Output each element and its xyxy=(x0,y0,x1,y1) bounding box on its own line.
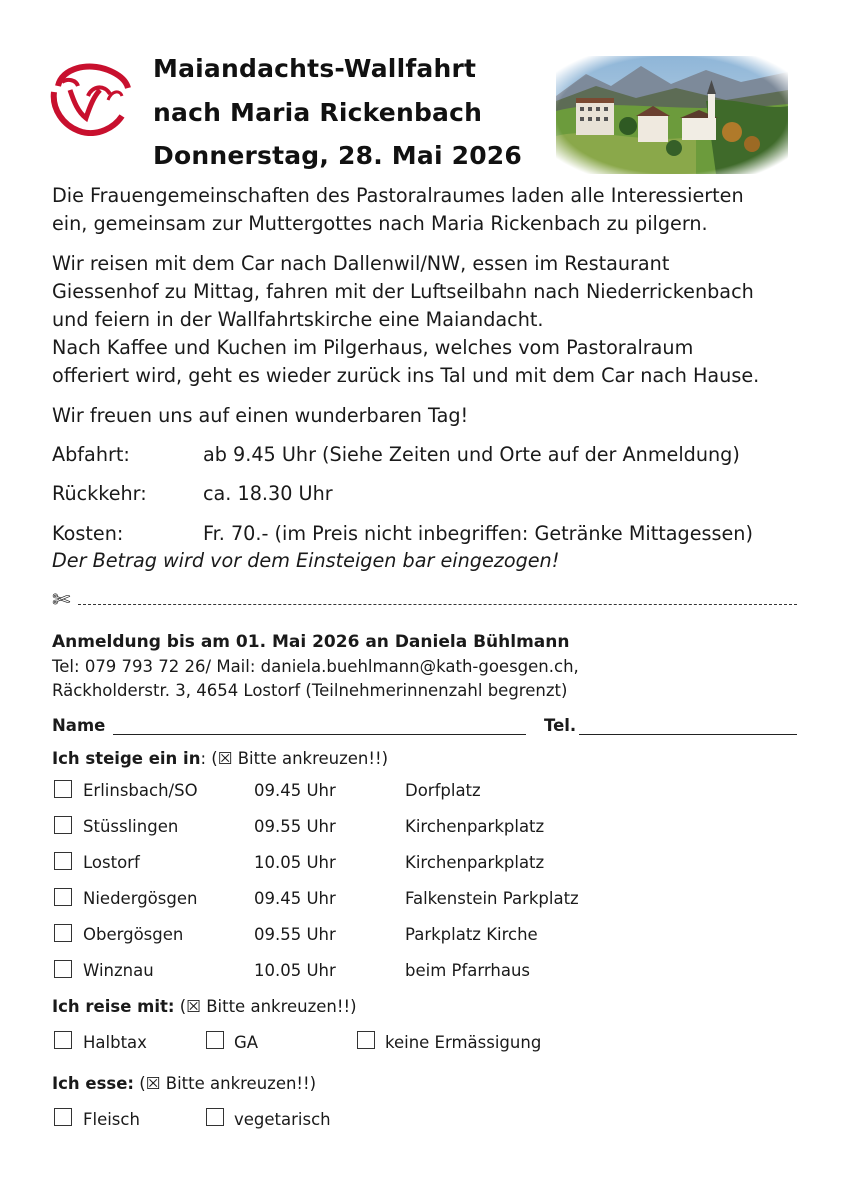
pastoral-logo-icon xyxy=(48,56,132,136)
checkbox-icon[interactable] xyxy=(54,888,72,906)
checkbox-icon[interactable] xyxy=(54,852,72,870)
stop-location: Kirchenparkplatz xyxy=(405,817,545,836)
greeting-text: Wir freuen uns auf einen wunderbaren Tag! xyxy=(52,404,469,427)
program-line: und feiern in der Wallfahrtskirche eine Maiandacht. xyxy=(52,308,544,331)
stop-place: Niedergösgen xyxy=(83,889,198,908)
meal-heading-hint: (☒ Bitte ankreuzen!!) xyxy=(134,1074,317,1093)
checkbox-icon[interactable] xyxy=(206,1031,224,1049)
name-label: Name xyxy=(52,716,106,735)
program-paragraph xyxy=(52,250,812,390)
checkbox-icon[interactable] xyxy=(357,1031,375,1049)
return-row xyxy=(52,482,333,505)
travel-option-halbtax: Halbtax xyxy=(83,1033,147,1052)
departure-value: ab 9.45 Uhr (Siehe Zeiten und Orte auf der Anmeldung) xyxy=(203,443,740,466)
cost-row xyxy=(52,522,753,545)
return-label: Rückkehr: xyxy=(52,482,147,505)
contact-address: Räckholderstr. 3, 4654 Lostorf (Teilnehmerinnenzahl begrenzt) xyxy=(52,681,568,700)
stop-place: Lostorf xyxy=(83,853,140,872)
registration-heading: Anmeldung bis am 01. Mai 2026 an Daniela Bühlmann xyxy=(52,632,570,652)
stop-time: 10.05 Uhr xyxy=(254,853,336,872)
intro-paragraph xyxy=(52,182,812,238)
travel-heading-bold: Ich reise mit: xyxy=(52,997,175,1016)
intro-line: Die Frauengemeinschaften des Pastoralraumes laden alle Interessierten xyxy=(52,184,744,207)
intro-line: ein, gemeinsam zur Muttergottes nach Maria Rickenbach zu pilgern. xyxy=(52,212,708,235)
checkbox-icon[interactable] xyxy=(54,780,72,798)
program-line: offeriert wird, geht es wieder zurück ins Tal und mit dem Car nach Hause. xyxy=(52,364,760,387)
meal-option-vegetarian: vegetarisch xyxy=(234,1110,331,1129)
name-input-line[interactable] xyxy=(113,734,526,735)
departure-row xyxy=(52,443,740,466)
program-line: Giessenhof zu Mittag, fahren mit der Luftseilbahn nach Niederrickenbach xyxy=(52,280,754,303)
stop-place: Winznau xyxy=(83,961,154,980)
tel-input-line[interactable] xyxy=(579,734,797,735)
departure-label: Abfahrt: xyxy=(52,443,130,466)
boarding-heading xyxy=(52,749,388,768)
checkbox-icon[interactable] xyxy=(54,1031,72,1049)
stop-place: Erlinsbach/SO xyxy=(83,781,198,800)
maria-rickenbach-photo xyxy=(556,56,788,174)
stop-time: 09.45 Uhr xyxy=(254,889,336,908)
cost-value: Fr. 70.- (im Preis nicht inbegriffen: Getränke Mittagessen) xyxy=(203,522,753,545)
stop-location: Parkplatz Kirche xyxy=(405,925,538,944)
stop-location: Falkenstein Parkplatz xyxy=(405,889,579,908)
cost-label: Kosten: xyxy=(52,522,124,545)
cut-line xyxy=(52,590,797,614)
checkbox-icon[interactable] xyxy=(54,924,72,942)
stop-time: 10.05 Uhr xyxy=(254,961,336,980)
stop-time: 09.55 Uhr xyxy=(254,817,336,836)
stop-location: Kirchenparkplatz xyxy=(405,853,545,872)
travel-option-ga: GA xyxy=(234,1033,259,1052)
program-line: Nach Kaffee und Kuchen im Pilgerhaus, welches vom Pastoralraum xyxy=(52,336,694,359)
meal-option-meat: Fleisch xyxy=(83,1110,140,1129)
page-title: Maiandachts-Wallfahrt xyxy=(153,54,477,83)
stop-time: 09.55 Uhr xyxy=(254,925,336,944)
checkbox-icon[interactable] xyxy=(54,960,72,978)
stop-place: Obergösgen xyxy=(83,925,184,944)
stop-location: beim Pfarrhaus xyxy=(405,961,531,980)
contact-line: Tel: 079 793 72 26/ Mail: daniela.buehlmann@kath-goesgen.ch, xyxy=(52,657,579,676)
stop-time: 09.45 Uhr xyxy=(254,781,336,800)
checkbox-icon[interactable] xyxy=(54,816,72,834)
meal-heading-bold: Ich esse: xyxy=(52,1074,135,1093)
stop-location: Dorfplatz xyxy=(405,781,481,800)
return-value: ca. 18.30 Uhr xyxy=(203,482,333,505)
travel-heading-hint: (☒ Bitte ankreuzen!!) xyxy=(174,997,357,1016)
meal-heading xyxy=(52,1074,316,1093)
checkbox-icon[interactable] xyxy=(54,1108,72,1126)
event-date: Donnerstag, 28. Mai 2026 xyxy=(153,141,522,170)
program-line: Wir reisen mit dem Car nach Dallenwil/NW, essen im Restaurant xyxy=(52,252,670,275)
stop-place: Stüsslingen xyxy=(83,817,179,836)
travel-option-none: keine Ermässigung xyxy=(385,1033,542,1052)
boarding-heading-bold: Ich steige ein in xyxy=(52,749,201,768)
boarding-heading-hint: : (☒ Bitte ankreuzen!!) xyxy=(200,749,389,768)
tel-label: Tel. xyxy=(544,716,577,735)
scissors-icon: ✄ xyxy=(52,588,71,613)
dashed-divider xyxy=(78,604,797,605)
subtitle-destination: nach Maria Rickenbach xyxy=(153,98,483,127)
cost-note: Der Betrag wird vor dem Einsteigen bar eingezogen! xyxy=(52,549,560,572)
travel-heading xyxy=(52,997,357,1016)
checkbox-icon[interactable] xyxy=(206,1108,224,1126)
